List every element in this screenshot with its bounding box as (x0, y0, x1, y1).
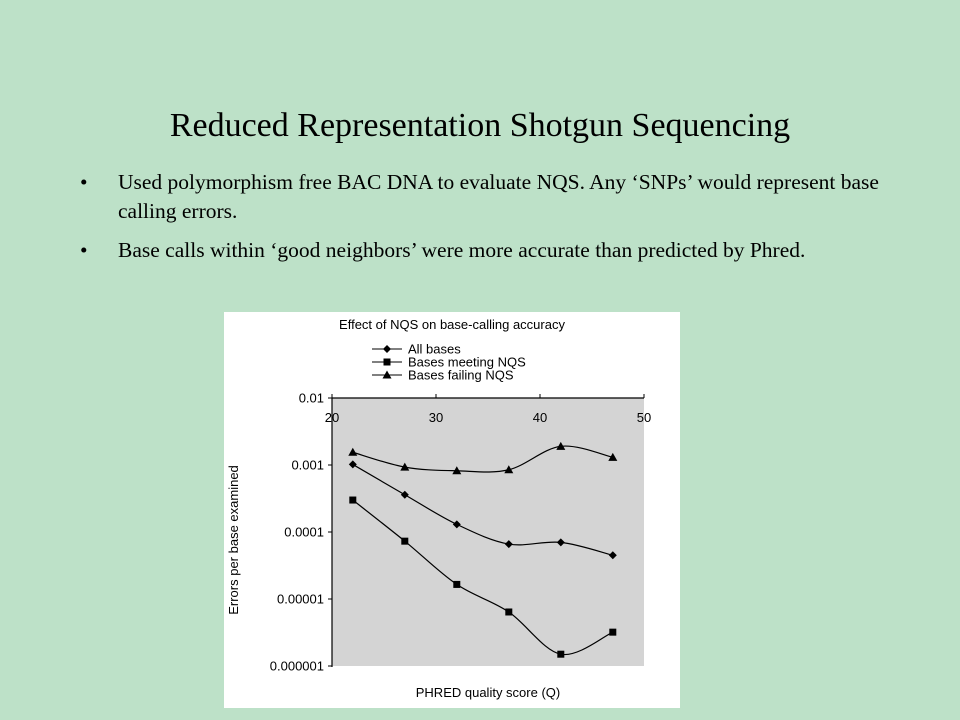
y-tick-label: 0.01 (298, 390, 324, 406)
bullet-dot-icon: • (80, 238, 88, 262)
legend-marker (383, 345, 391, 353)
data-point (401, 538, 408, 545)
slide-title: Reduced Representation Shotgun Sequencing (169, 107, 791, 144)
x-axis-label: PHRED quality score (Q) (415, 685, 561, 700)
data-point (609, 629, 616, 636)
legend-entry-label: Bases failing NQS (408, 367, 514, 383)
chart (224, 312, 680, 708)
x-tick-label: 30 (428, 410, 444, 425)
bullet-item (80, 168, 880, 226)
bullet-text: Used polymorphism free BAC DNA to evaluate NQS. Any ‘SNPs’ would represent base calling errors. (118, 170, 879, 223)
chart-title: Effect of NQS on base-calling accuracy (339, 317, 565, 332)
y-tick-label: 0.001 (291, 457, 324, 473)
bullet-list (80, 168, 880, 275)
bullet-dot-icon: • (80, 170, 88, 194)
x-tick-label: 50 (636, 410, 652, 425)
bullet-item (80, 236, 880, 265)
legend-entry-label: All bases (408, 341, 461, 357)
legend-entry-label: Bases meeting NQS (408, 354, 526, 370)
data-point (349, 497, 356, 504)
y-axis-label: Errors per base examined (226, 465, 241, 615)
plot-area (332, 398, 644, 666)
legend-marker (384, 359, 391, 366)
x-tick-label: 20 (324, 410, 340, 425)
y-tick-label: 0.000001 (269, 658, 324, 674)
y-tick-label: 0.00001 (277, 591, 324, 607)
chart-panel (224, 312, 680, 708)
data-point (557, 651, 564, 658)
data-point (453, 581, 460, 588)
bullet-text: Base calls within ‘good neighbors’ were more accurate than predicted by Phred. (118, 238, 806, 262)
data-point (505, 608, 512, 615)
y-tick-label: 0.0001 (284, 524, 324, 540)
x-tick-label: 40 (532, 410, 548, 425)
